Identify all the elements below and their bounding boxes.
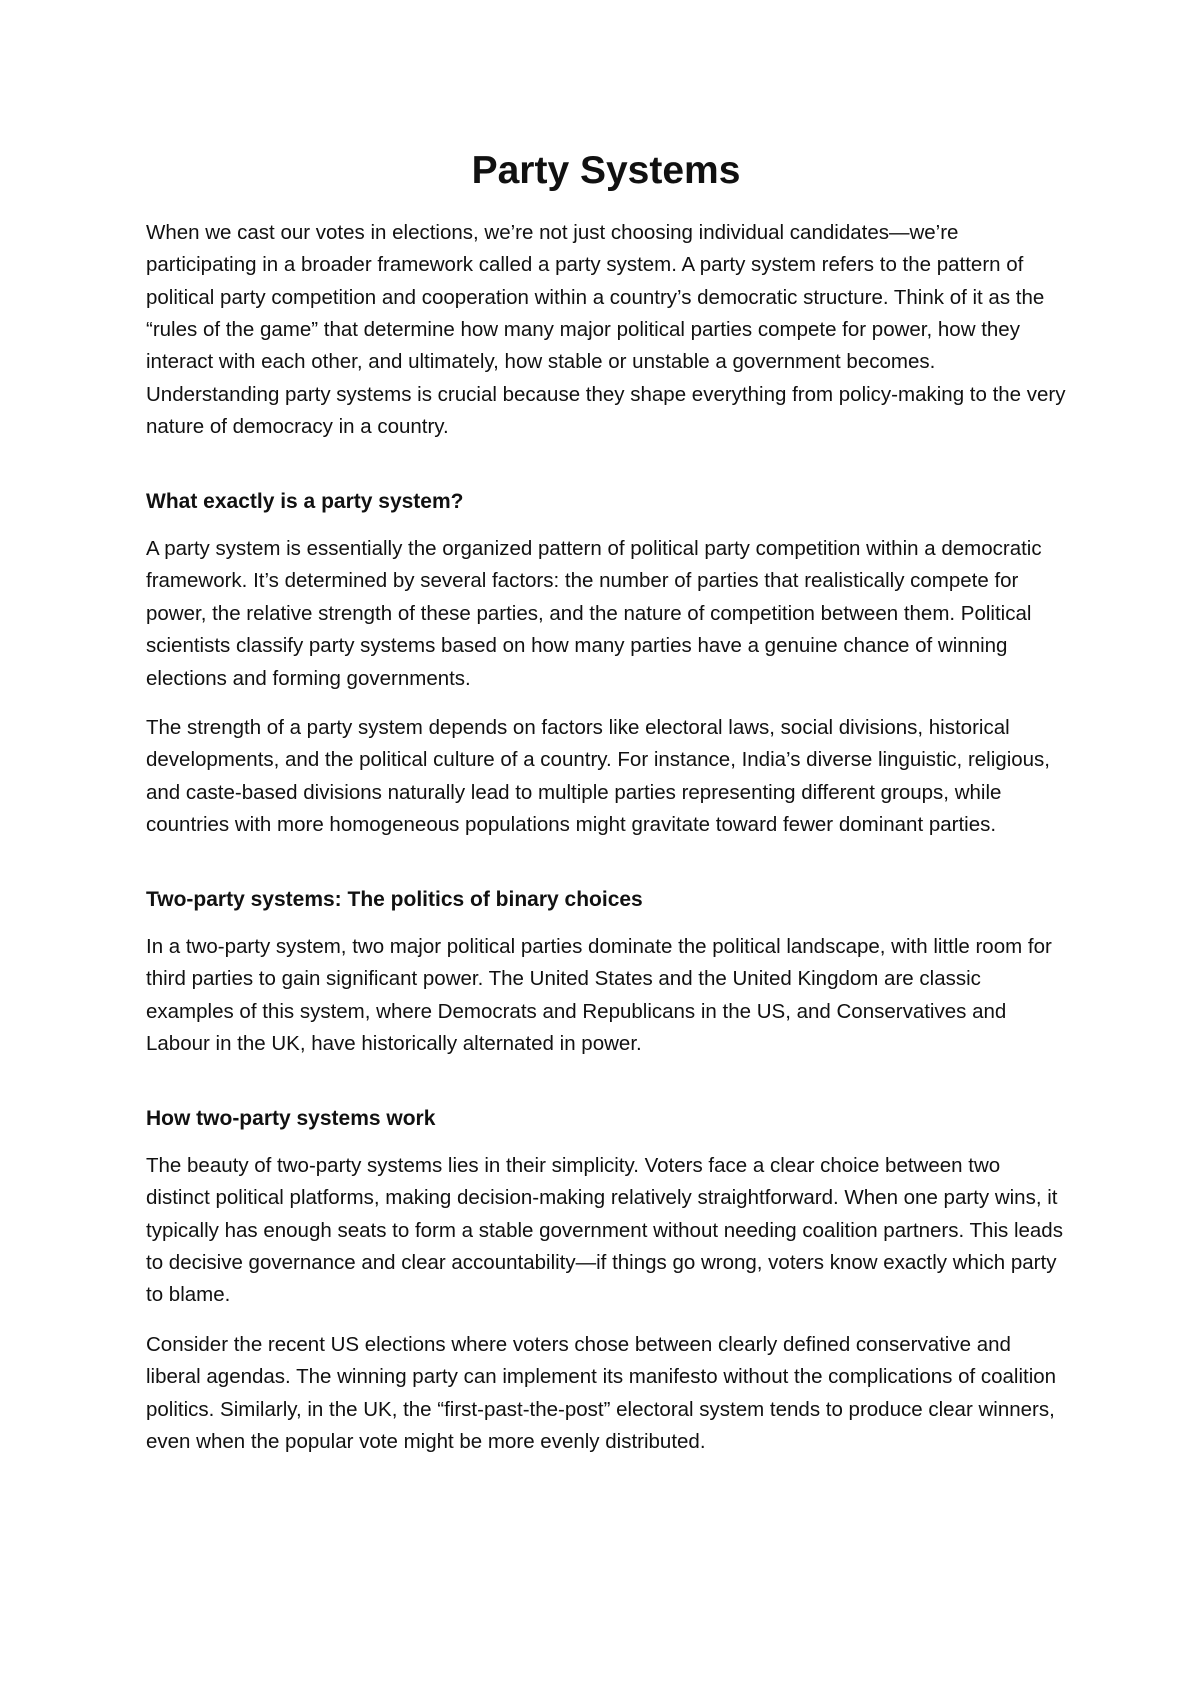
section-what-is-party-system <box>146 488 1066 842</box>
section-heading: How two-party systems work <box>146 1106 436 1130</box>
section-heading: What exactly is a party system? <box>146 489 464 513</box>
section-how-two-party-systems-work <box>146 1105 1066 1459</box>
section-paragraph: A party system is essentially the organized pattern of political party competition within a democratic framework. It’s determined by several factors: the number of parties that realistically compete for power, the relative strength of these parties, and the nature of competition between them. Political scientists classify party systems based on how many parties have a genuine chance of winning elections and forming governments. <box>146 536 1042 690</box>
document-body <box>146 148 1066 1475</box>
section-paragraph: Consider the recent US elections where voters chose between clearly defined conservative and liberal agendas. The winning party can implement its manifesto without the complications of coalition politics. Similarly, in the UK, the “first-past-the-post” electoral system tends to produce clear winners, even when the popular vote might be more evenly distributed. <box>146 1332 1057 1454</box>
section-paragraph: The beauty of two-party systems lies in their simplicity. Voters face a clear choice between two distinct political platforms, making decision-making relatively straightforward. When one party wins, it typically has enough seats to form a stable government without needing coalition partners. This leads to decisive governance and clear accountability—if things go wrong, voters know exactly which party to blame. <box>146 1153 1063 1307</box>
section-paragraph: In a two-party system, two major political parties dominate the political landscape, with little room for third parties to gain significant power. The United States and the United Kingdom are classic examples of this system, where Democrats and Republicans in the US, and Conservatives and Labour in the UK, have historically alternated in power. <box>146 934 1052 1056</box>
intro-paragraph: When we cast our votes in elections, we’re not just choosing individual candidates—we’re participating in a broader framework called a party system. A party system refers to the pattern of political party competition and cooperation within a country’s democratic structure. Think of it as the “rules of the game” that determine how many major political parties compete for power, how they interact with each other, and ultimately, how stable or unstable a government becomes. Understanding party systems is crucial because they shape everything from policy-making to the very nature of democracy in a country. <box>146 220 1066 439</box>
section-paragraph: The strength of a party system depends on factors like electoral laws, social divisions, historical developments, and the political culture of a country. For instance, India’s diverse linguistic, religious, and caste-based divisions naturally lead to multiple parties representing different groups, while countries with more homogeneous populations might gravitate toward fewer dominant parties. <box>146 715 1050 837</box>
section-two-party-systems <box>146 886 1066 1061</box>
section-heading: Two-party systems: The politics of binary choices <box>146 887 643 911</box>
document-title: Party Systems <box>471 149 741 192</box>
